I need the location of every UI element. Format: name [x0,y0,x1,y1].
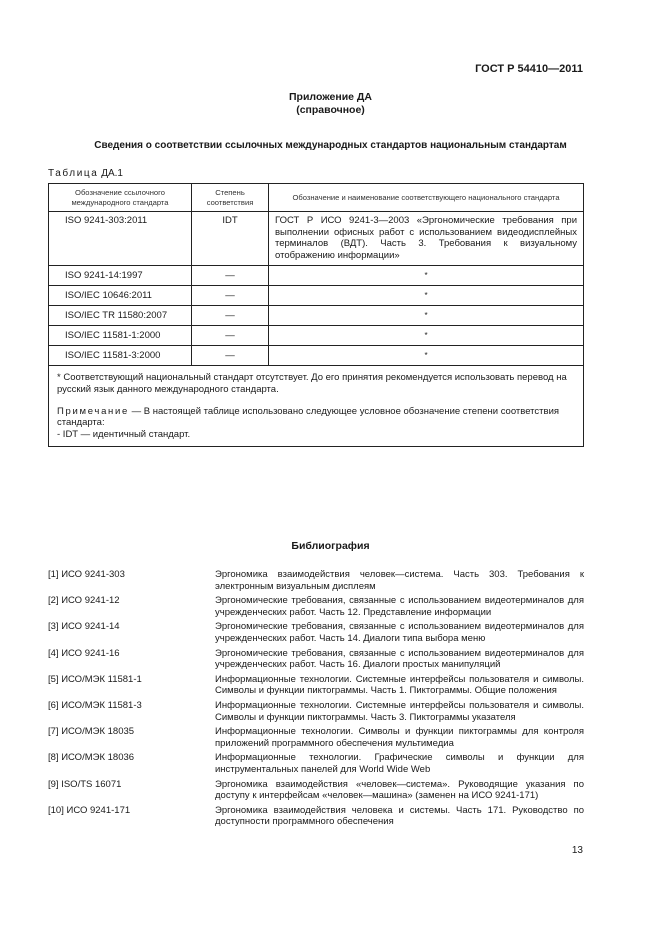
table-header-row [49,184,584,212]
table-caption-number: ДА.1 [101,168,123,179]
table-row [49,212,584,266]
table-row [49,286,584,306]
note-item: - IDT — идентичный стандарт. [57,428,191,440]
bibliography-text: Информационные технологии. Системные интерфейсы пользователя и символы. Символы и функции пиктограммы. Часть 1. Пиктограммы. Общие положения [215,673,584,697]
bibliography-ref: [9] ISO/TS 16071 [48,778,122,790]
bibliography-title: Библиография [291,540,370,552]
cell-national: * [269,326,584,346]
note-label: Примечание [57,405,129,417]
bibliography-ref: [1] ИСО 9241-303 [48,569,125,580]
header-national-standard: Обозначение и наименование соответствующего национального стандарта [269,184,584,212]
bibliography-ref: [8] ИСО/МЭК 18036 [48,752,135,764]
table-row [49,266,584,286]
table-row [49,326,584,346]
cell-standard: ISO/IEC 11581-3:2000 [49,346,192,366]
table-note [57,406,575,429]
bibliography-item [48,648,584,671]
header-international-standard: Обозначение ссылочного международного стандарта [49,184,192,212]
cell-degree: — [192,326,269,346]
bibliography-text: Информационные технологии. Графические символы и функции для инструментальных панелей для World Wide Web [215,752,584,775]
cell-national: * [269,266,584,286]
cell-standard: ISO 9241-303:2011 [49,212,192,266]
bibliography-ref: [4] ИСО 9241-16 [48,647,120,659]
cell-national: * [269,346,584,366]
cell-standard: ISO/IEC 11581-1:2000 [49,326,192,346]
header-degree: Степень соответствия [192,184,269,212]
bibliography-text: Эргономические требования, связанные с использованием видеотерминалов для учрежденческих работ. Часть 12. Представление информации [215,595,584,618]
cell-standard: ISO/IEC 10646:2011 [49,286,192,306]
cell-national: * [269,286,584,306]
bibliography-text: Эргономические требования, связанные с использованием видеотерминалов для учрежденческих работ. Часть 16. Диалоги простых манипуляций [215,647,584,671]
bibliography-item [48,569,584,592]
cell-degree: — [192,306,269,326]
cell-national: ГОСТ Р ИСО 9241-3—2003 «Эргономические требования при выполнении офисных работ с использованием видеодисплейных терминалов (ВДТ). Часть 3. Требования к визуальному отображению информации» [269,212,584,266]
bibliography-item [48,621,584,644]
bibliography-text: Эргономика взаимодействия человек—система. Часть 303. Требования к электронным визуальным дисплеям [215,569,584,592]
cell-standard: ISO 9241-14:1997 [49,266,192,286]
table-notes-row [49,366,584,447]
annex-heading [0,91,661,117]
correspondence-table [48,183,584,447]
table-caption [48,168,123,179]
bibliography-item [48,805,584,828]
bibliography-list [48,569,584,831]
bibliography-ref: [3] ИСО 9241-14 [48,621,120,633]
table-notes [49,366,584,447]
table-footnote: * Соответствующий национальный стандарт отсутствует. До его принятия рекомендуется использовать перевод на русский язык данного международного стандарта. [57,372,567,395]
bibliography-item [48,752,584,775]
cell-standard: ISO/IEC TR 11580:2007 [49,306,192,326]
section-title: Сведения о соответствии ссылочных международных стандартов национальным стандартам [94,140,567,151]
bibliography-text: Эргономика взаимодействия человека и системы. Часть 171. Руководство по доступности программного обеспечения [215,804,584,828]
cell-national: * [269,306,584,326]
table-row [49,306,584,326]
annex-title: Приложение ДА [289,91,372,103]
cell-degree: — [192,286,269,306]
bibliography-item [48,726,584,749]
bibliography-ref: [5] ИСО/МЭК 11581-1 [48,673,142,685]
bibliography-text: Эргономика взаимодействия «человек—система». Руководящие указания по доступу к интерфейсам «человек—машина» (заменен на ИСО 9241-171) [215,778,584,802]
document-code: ГОСТ Р 54410—2011 [475,63,583,75]
table-caption-word: Таблица [48,168,99,179]
cell-degree: IDT [192,212,269,266]
bibliography-item [48,700,584,723]
page-number: 13 [571,845,583,856]
note-text: — В настоящей таблице использовано следующее условное обозначение степени соответствия стандарта: [57,405,560,429]
annex-subtitle: (справочное) [296,104,365,116]
cell-degree: — [192,346,269,366]
bibliography-text: Эргономические требования, связанные с использованием видеотерминалов для учрежденческих работ. Часть 14. Диалоги типа выбора меню [215,621,584,644]
table-row [49,346,584,366]
bibliography-item [48,779,584,802]
bibliography-ref: [6] ИСО/МЭК 11581-3 [48,699,142,711]
bibliography-item [48,674,584,697]
cell-degree: — [192,266,269,286]
bibliography-ref: [7] ИСО/МЭК 18035 [48,726,135,738]
bibliography-text: Информационные технологии. Системные интерфейсы пользователя и символы. Символы и функции пиктограммы. Часть 3. Пиктограммы указателя [215,699,584,723]
bibliography-item [48,595,584,618]
bibliography-ref: [10] ИСО 9241-171 [48,804,131,816]
bibliography-ref: [2] ИСО 9241-12 [48,595,120,607]
bibliography-text: Информационные технологии. Символы и функции пиктограммы для контроля приложений программного обеспечения мультимедиа [215,726,584,749]
